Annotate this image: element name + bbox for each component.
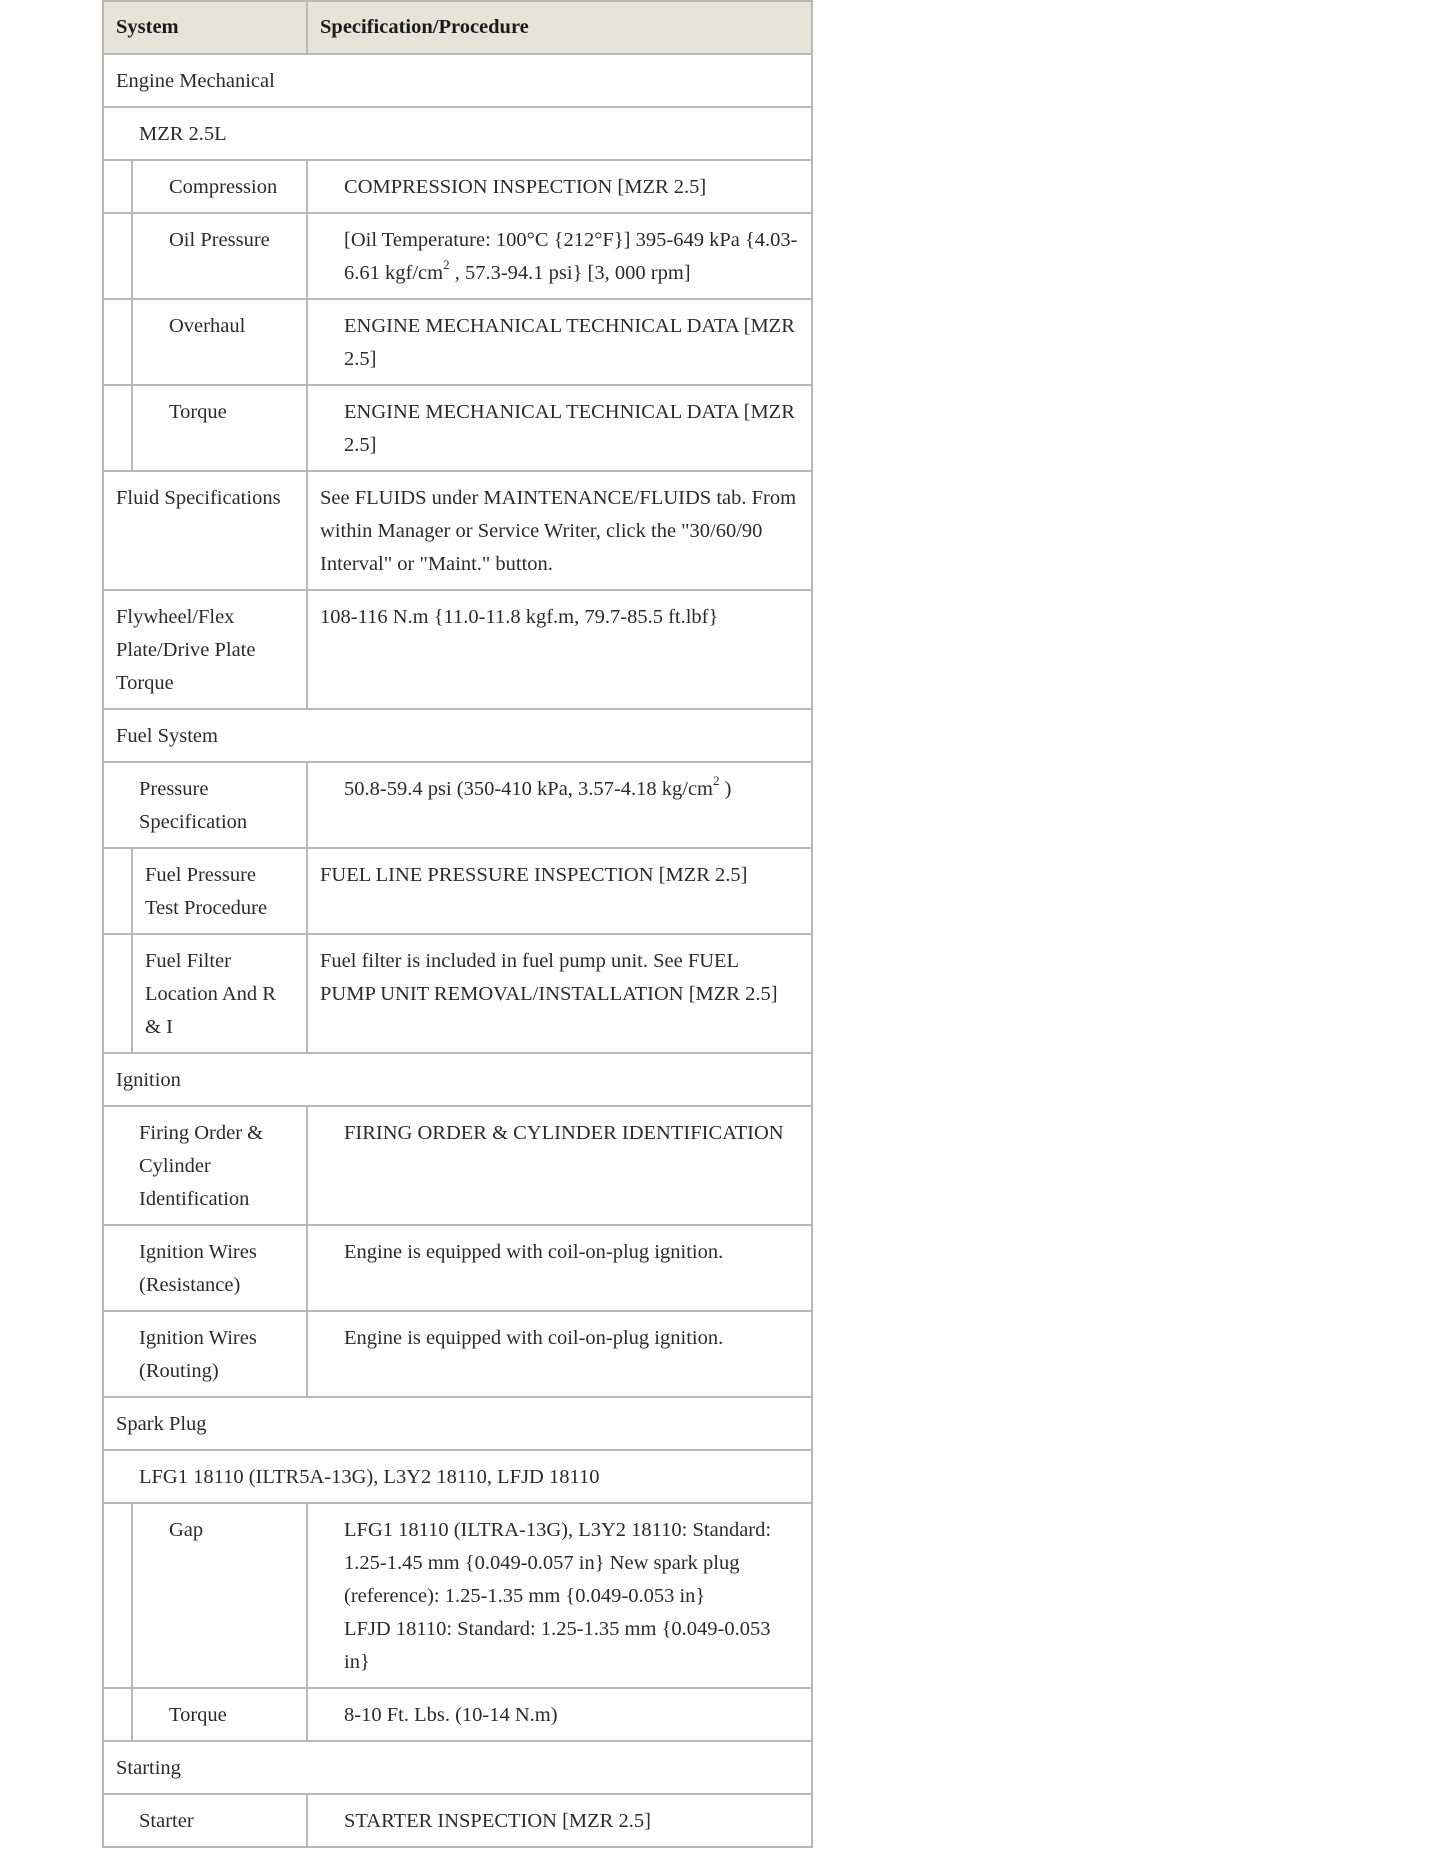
- indent-cell: [103, 848, 132, 934]
- indent-cell: [103, 160, 132, 213]
- indent-cell: [103, 1503, 132, 1688]
- row-value: [307, 1503, 812, 1688]
- row-value: [307, 213, 812, 299]
- row-label: Ignition Wires (Resistance): [103, 1225, 307, 1311]
- header-spec: Specification/Procedure: [307, 1, 812, 54]
- row-value: 108-116 N.m {11.0-11.8 kgf.m, 79.7-85.5 ft.lbf}: [307, 590, 812, 709]
- table-row: [103, 590, 812, 709]
- superscript: 2: [443, 257, 450, 273]
- indent-cell: [103, 299, 132, 385]
- subsection-spark-plug-parts: LFG1 18110 (ILTR5A-13G), L3Y2 18110, LFJD 18110: [103, 1450, 812, 1503]
- table-row: [103, 762, 812, 848]
- spec-table: [102, 0, 813, 1848]
- header-system: System: [103, 1, 307, 54]
- indent-cell: [103, 1688, 132, 1741]
- superscript: 2: [713, 773, 720, 789]
- value-text: [Oil Temperature: 100°C {212°F}] 395-649 kPa {4.03-6.61 kgf/cm: [344, 229, 798, 284]
- row-label: Pressure Specification: [103, 762, 307, 848]
- table-row: [103, 299, 812, 385]
- section-ignition: Ignition: [103, 1053, 812, 1106]
- row-value: COMPRESSION INSPECTION [MZR 2.5]: [307, 160, 812, 213]
- row-value: Engine is equipped with coil-on-plug ignition.: [307, 1225, 812, 1311]
- row-label: Flywheel/Flex Plate/Drive Plate Torque: [103, 590, 307, 709]
- table-row: [103, 471, 812, 590]
- row-label: Firing Order & Cylinder Identification: [103, 1106, 307, 1225]
- row-value: 8-10 Ft. Lbs. (10-14 N.m): [307, 1688, 812, 1741]
- table-row: [103, 213, 812, 299]
- section-engine-mechanical: Engine Mechanical: [103, 54, 812, 107]
- section-row: [103, 1053, 812, 1106]
- table-row: [103, 1794, 812, 1847]
- value-text: 50.8-59.4 psi (350-410 kPa, 3.57-4.18 kg/cm: [344, 778, 713, 800]
- row-value: ENGINE MECHANICAL TECHNICAL DATA [MZR 2.5]: [307, 299, 812, 385]
- value-text: ): [719, 778, 732, 800]
- row-label: Overhaul: [132, 299, 307, 385]
- row-label: Fuel Filter Location And R & I: [132, 934, 307, 1053]
- table-row: [103, 934, 812, 1053]
- section-row: [103, 1397, 812, 1450]
- table-row: [103, 1106, 812, 1225]
- table-row: [103, 848, 812, 934]
- value-text: , 57.3-94.1 psi} [3, 000 rpm]: [449, 262, 691, 284]
- section-row: [103, 709, 812, 762]
- row-value: Fuel filter is included in fuel pump unit. See FUEL PUMP UNIT REMOVAL/INSTALLATION [MZR 2.5]: [307, 934, 812, 1053]
- row-label: Compression: [132, 160, 307, 213]
- table-row: [103, 385, 812, 471]
- subsection-row: [103, 1450, 812, 1503]
- section-row: [103, 54, 812, 107]
- row-value: Engine is equipped with coil-on-plug ignition.: [307, 1311, 812, 1397]
- row-label: Torque: [132, 1688, 307, 1741]
- value-text: LFG1 18110 (ILTRA-13G), L3Y2 18110: Standard: 1.25-1.45 mm {0.049-0.057 in} New spark plug (reference): 1.25-1.35 mm {0.049-0.053 in}: [344, 1519, 772, 1607]
- value-text: LFJD 18110: Standard: 1.25-1.35 mm {0.049-0.053 in}: [344, 1618, 771, 1673]
- row-value: [307, 762, 812, 848]
- indent-cell: [103, 385, 132, 471]
- row-value: STARTER INSPECTION [MZR 2.5]: [307, 1794, 812, 1847]
- row-label: Fluid Specifications: [103, 471, 307, 590]
- row-value: FUEL LINE PRESSURE INSPECTION [MZR 2.5]: [307, 848, 812, 934]
- row-label: Fuel Pressure Test Procedure: [132, 848, 307, 934]
- indent-cell: [103, 213, 132, 299]
- row-label: Starter: [103, 1794, 307, 1847]
- subsection-row: [103, 107, 812, 160]
- row-label: Gap: [132, 1503, 307, 1688]
- table-row: [103, 1503, 812, 1688]
- row-label: Oil Pressure: [132, 213, 307, 299]
- section-starting: Starting: [103, 1741, 812, 1794]
- row-value: See FLUIDS under MAINTENANCE/FLUIDS tab. From within Manager or Service Writer, click the "30/60/90 Interval" or "Maint." button.: [307, 471, 812, 590]
- row-value: FIRING ORDER & CYLINDER IDENTIFICATION: [307, 1106, 812, 1225]
- indent-cell: [103, 934, 132, 1053]
- spec-table-container: [102, 0, 811, 1848]
- subsection-mzr: MZR 2.5L: [103, 107, 812, 160]
- row-value: ENGINE MECHANICAL TECHNICAL DATA [MZR 2.5]: [307, 385, 812, 471]
- section-spark-plug: Spark Plug: [103, 1397, 812, 1450]
- row-label: Ignition Wires (Routing): [103, 1311, 307, 1397]
- section-fuel-system: Fuel System: [103, 709, 812, 762]
- table-header-row: [103, 1, 812, 54]
- row-label: Torque: [132, 385, 307, 471]
- table-row: [103, 160, 812, 213]
- section-row: [103, 1741, 812, 1794]
- table-row: [103, 1225, 812, 1311]
- table-row: [103, 1688, 812, 1741]
- table-row: [103, 1311, 812, 1397]
